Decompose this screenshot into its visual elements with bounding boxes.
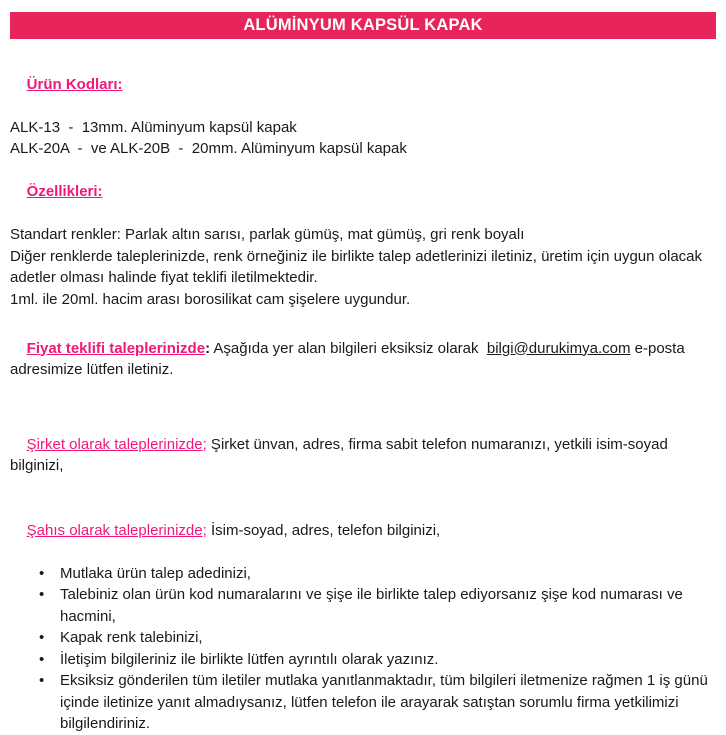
page-title: ALÜMİNYUM KAPSÜL KAPAK xyxy=(243,15,483,34)
list-item: • Mutlaka ürün talep adedinizi, xyxy=(10,563,716,585)
company-request-paragraph xyxy=(10,412,716,498)
features-line: Diğer renklerde taleplerinizde, renk örneğiniz ile birlikte talep adetlerinizi iletiniz, üretim için uygun olacak adetler olması halinde fiyat teklifi iletilmektedir. xyxy=(10,247,707,286)
features-heading: Özellikleri: xyxy=(26,183,103,200)
product-code-line: ALK-20A - ve ALK-20B - 20mm. Alüminyum kapsül kapak xyxy=(10,140,407,157)
product-codes-heading: Ürün Kodları: xyxy=(26,75,123,93)
email-link[interactable]: bilgi@durukimya.com xyxy=(486,339,631,357)
list-item: • Talebiniz olan ürün kod numaralarını ve şişe ile birlikte talep ediyorsanız şişe kod numarası ve hacmini, xyxy=(10,584,716,627)
requirements-list xyxy=(10,563,716,735)
person-request-text: İsim-soyad, adres, telefon bilginizi, xyxy=(206,521,441,539)
quote-request-lead: Fiyat teklifi taleplerinizde xyxy=(26,339,206,357)
quote-request-text-before: Aşağıda yer alan bilgileri eksiksiz olarak xyxy=(210,339,487,357)
list-item: • Eksiksiz gönderilen tüm iletiler mutlaka yanıtlanmaktadır, tüm bilgileri iletmenize rağmen 1 iş günü içinde iletinize yanıt almadıysanız, lütfen telefon ile arayarak satıştan sorumlu firma yetkilimizi bilgilendiriniz. xyxy=(10,670,716,735)
features-line: Standart renkler: Parlak altın sarısı, parlak gümüş, mat gümüş, gri renk boyalı xyxy=(10,226,525,243)
document-body xyxy=(0,39,726,735)
list-item: • Kapak renk talebinizi, xyxy=(10,627,716,649)
company-request-lead: Şirket olarak taleplerinizde; xyxy=(26,435,207,453)
product-codes-heading-row xyxy=(10,52,716,117)
page-title-bar xyxy=(10,12,716,39)
person-request-paragraph xyxy=(10,498,716,563)
features-heading-row xyxy=(10,160,716,225)
product-code-line: ALK-13 - 13mm. Alüminyum kapsül kapak xyxy=(10,118,297,136)
person-request-lead: Şahıs olarak taleplerinizde; xyxy=(26,521,207,539)
company-request-text: Şirket ünvan, adres, firma sabit telefon numaranızı, yetkili isim-soyad bilginizi, xyxy=(10,435,672,474)
quote-request-colon: : xyxy=(205,339,211,357)
features-line: 1ml. ile 20ml. hacim arası borosilikat cam şişelere uygundur. xyxy=(10,290,411,308)
list-item: • İletişim bilgileriniz ile birlikte lütfen ayrıntılı olarak yazınız. xyxy=(10,649,716,671)
quote-request-paragraph xyxy=(10,316,716,402)
quote-request-text-after: e-posta adresimize lütfen iletiniz. xyxy=(10,339,689,378)
